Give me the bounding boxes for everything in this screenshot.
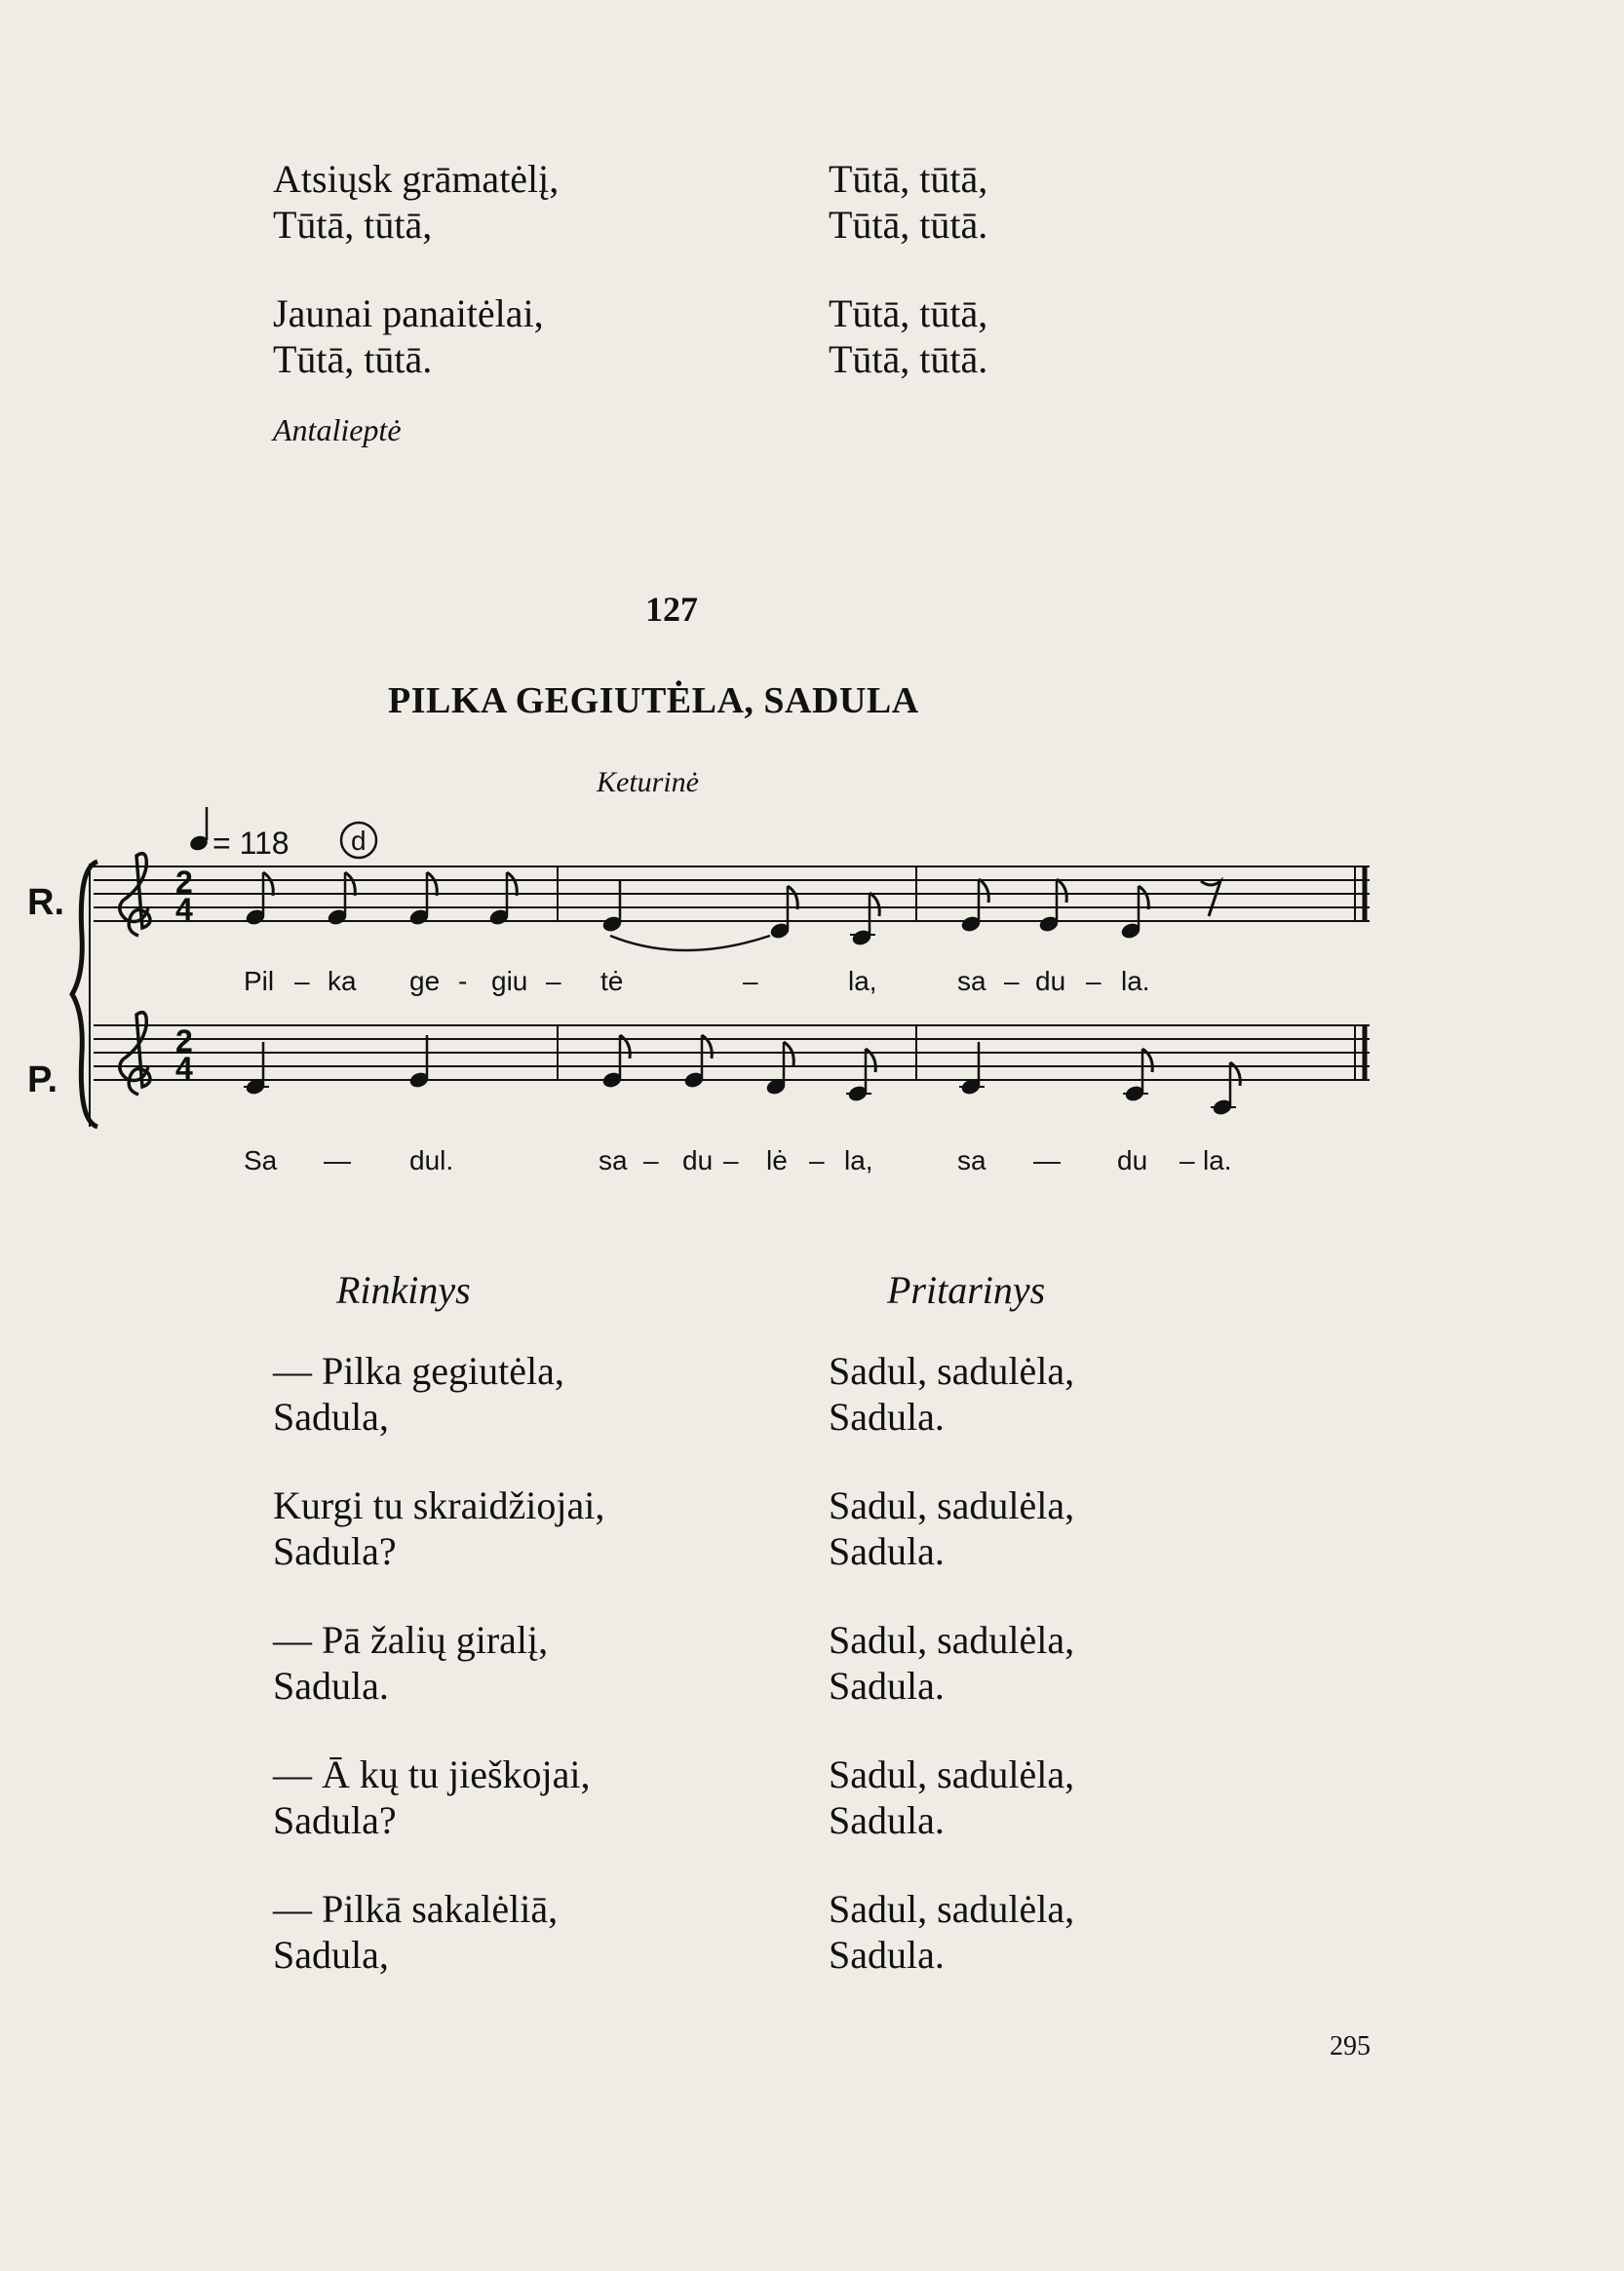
lyrics-p (244, 1145, 1232, 1175)
tempo-text: = 118 (213, 826, 290, 861)
pritarinys-1-line2: Sadula. (829, 1395, 945, 1439)
pritarinys-5-line1: Sadul, sadulėla, (829, 1887, 1075, 1931)
pritarinys-2-line1: Sadul, sadulėla, (829, 1483, 1075, 1527)
time-sig-p-top: 2 (175, 1023, 193, 1059)
lyric-syllable: ka (328, 966, 357, 996)
lyric-syllable: giu (491, 966, 528, 996)
eighth-rest (1201, 881, 1220, 916)
rinkinys-1-line1: — Pilka gegiutėla, (273, 1349, 564, 1393)
lyrics-r (244, 966, 1150, 996)
verse-left-1-line2: Tūtā, tūtā, (273, 203, 433, 247)
lyric-syllable: – (643, 1145, 659, 1175)
lyric-syllable: la. (1121, 966, 1150, 996)
rinkinys-2-line1: Kurgi tu skraidžiojai, (273, 1483, 605, 1527)
tempo-mark (188, 807, 376, 861)
verse-left-2-line1: Jaunai panaitėlai, (273, 291, 544, 335)
lyric-syllable: sa (957, 1145, 986, 1175)
verse-left-1-line1: Atsiųsk grāmatėlį, (273, 157, 560, 201)
page-number: 295 (1330, 2031, 1371, 2061)
system-brace (72, 862, 97, 1127)
song-title: PILKA GEGIUTĖLA, SADULA (388, 680, 919, 721)
notes-r (245, 872, 1220, 950)
heading-pritarinys: Pritarinys (887, 1268, 1046, 1312)
pritarinys-1-line1: Sadul, sadulėla, (829, 1349, 1075, 1393)
rinkinys-5-line2: Sadula, (273, 1933, 389, 1977)
rinkinys-1-line2: Sadula, (273, 1395, 389, 1439)
pritarinys-3-line1: Sadul, sadulėla, (829, 1618, 1075, 1662)
verse-right-2-line1: Tūtā, tūtā, (829, 291, 988, 335)
lyric-syllable: Sa (244, 1145, 278, 1175)
lyric-syllable: lė (766, 1145, 788, 1175)
lyric-syllable: ge (409, 966, 441, 996)
verse-right-2-line2: Tūtā, tūtā. (829, 337, 988, 381)
verse-right-1-line2: Tūtā, tūtā. (829, 203, 988, 247)
lyric-syllable: la. (1203, 1145, 1232, 1175)
heading-rinkinys: Rinkinys (336, 1268, 471, 1312)
song-number: 127 (645, 590, 698, 629)
rinkinys-3-line2: Sadula. (273, 1664, 389, 1708)
music-score (0, 799, 1624, 1189)
notes-p (244, 1035, 1240, 1116)
pritarinys-5-line2: Sadula. (829, 1933, 945, 1977)
lyric-syllable: du (682, 1145, 714, 1175)
pritarinys-2-line2: Sadula. (829, 1529, 945, 1573)
staff-r (94, 866, 1370, 921)
pritarinys-4-line2: Sadula. (829, 1798, 945, 1842)
lyric-syllable: du (1117, 1145, 1148, 1175)
rinkinys-3-line1: — Pā žalių giralį, (273, 1618, 549, 1662)
lyric-syllable: – (1086, 966, 1102, 996)
lyric-syllable: dul. (409, 1145, 454, 1175)
lyric-syllable: – (743, 966, 758, 996)
part-label-r: R. (27, 882, 64, 923)
part-label-p: P. (27, 1059, 58, 1100)
rinkinys-4-line2: Sadula? (273, 1798, 397, 1842)
verse-left-2-line2: Tūtā, tūtā. (273, 337, 433, 381)
lyric-syllable: tė (600, 966, 624, 996)
pritarinys-3-line2: Sadula. (829, 1664, 945, 1708)
lyric-syllable: – (294, 966, 310, 996)
verse-right-1-line1: Tūtā, tūtā, (829, 157, 988, 201)
lyric-syllable: du (1035, 966, 1066, 996)
lyric-syllable: — (324, 1145, 351, 1175)
lyric-syllable: – (546, 966, 561, 996)
lyric-syllable: – (1179, 1145, 1195, 1175)
song-style: Keturinė (597, 766, 699, 798)
lyric-syllable: la, (848, 966, 877, 996)
lyric-syllable: – (1004, 966, 1020, 996)
mode-text: d (351, 826, 367, 856)
lyric-syllable: sa (599, 1145, 628, 1175)
time-sig-r-bottom: 4 (175, 892, 193, 927)
time-sig-r-top: 2 (175, 865, 193, 900)
rinkinys-5-line1: — Pilkā sakalėliā, (273, 1887, 559, 1931)
rinkinys-2-line2: Sadula? (273, 1529, 397, 1573)
staff-p (94, 1025, 1370, 1080)
lyric-syllable: la, (844, 1145, 873, 1175)
lyric-syllable: – (809, 1145, 825, 1175)
lyric-syllable: – (723, 1145, 739, 1175)
slur (610, 936, 770, 950)
lyric-syllable: — (1033, 1145, 1061, 1175)
rinkinys-4-line1: — Ā kų tu jieškojai, (273, 1752, 591, 1796)
lyric-syllable: sa (957, 966, 986, 996)
verse-source: Antalieptė (273, 412, 402, 447)
time-sig-p-bottom: 4 (175, 1051, 193, 1086)
lyric-syllable: - (458, 966, 468, 996)
pritarinys-4-line1: Sadul, sadulėla, (829, 1752, 1075, 1796)
lyric-syllable: Pil (244, 966, 275, 996)
